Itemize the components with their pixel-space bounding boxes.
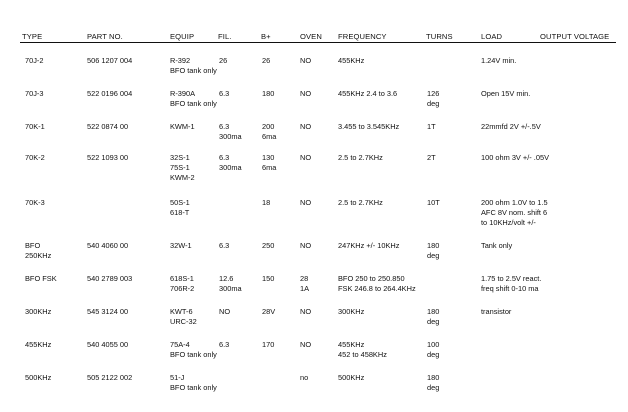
cell-oven: no (300, 373, 309, 382)
cell-fil: 26 (219, 56, 228, 65)
cell-fil: 6.3 (219, 340, 230, 349)
cell-oven: NO (300, 340, 312, 349)
cell-freq: 2.5 to 2.7KHz (338, 153, 383, 162)
cell-load: 100 ohm 3V +/- .05V (481, 153, 549, 162)
cell-freq: 500KHz (338, 373, 365, 382)
cell-type: 500KHz (25, 373, 52, 382)
cell-b: 250 (262, 241, 275, 250)
column-header: B+ (261, 32, 271, 41)
cell-b: 26 (262, 56, 271, 65)
cell-fil: 12.6 300ma (219, 274, 242, 293)
cell-load: transistor (481, 307, 512, 316)
cell-freq: 2.5 to 2.7KHz (338, 198, 383, 207)
column-header: OVEN (300, 32, 322, 41)
cell-oven: NO (300, 56, 312, 65)
cell-type: 70J-2 (25, 56, 44, 65)
cell-freq: 455KHz (338, 56, 365, 65)
cell-equip: R-392 BFO tank only (170, 56, 217, 75)
cell-part: 540 4055 00 (87, 340, 129, 349)
cell-load: 1.75 to 2.5V react. freq shift 0-10 ma (481, 274, 542, 293)
cell-turns: 100 deg (427, 340, 440, 359)
column-header: FREQUENCY (338, 32, 387, 41)
cell-part: 545 3124 00 (87, 307, 129, 316)
cell-type: BFO FSK (25, 274, 57, 283)
cell-freq: 247KHz +/- 10KHz (338, 241, 400, 250)
cell-turns: 10T (427, 198, 440, 207)
cell-oven: NO (300, 122, 312, 131)
cell-type: 70K-2 (25, 153, 45, 162)
cell-oven: NO (300, 307, 312, 316)
cell-turns: 2T (427, 153, 436, 162)
cell-type: 70J-3 (25, 89, 44, 98)
cell-freq: 455KHz 2.4 to 3.6 (338, 89, 398, 98)
cell-b: 18 (262, 198, 271, 207)
cell-b: 150 (262, 274, 275, 283)
cell-turns: 180 deg (427, 307, 440, 326)
cell-oven: 28 1A (300, 274, 310, 293)
cell-fil: 6.3 (219, 241, 230, 250)
cell-part: 540 2789 003 (87, 274, 133, 283)
cell-freq: 300KHz (338, 307, 365, 316)
cell-part: 522 0196 004 (87, 89, 133, 98)
cell-part: 505 2122 002 (87, 373, 133, 382)
cell-oven: NO (300, 241, 312, 250)
cell-part: 522 0874 00 (87, 122, 129, 131)
column-header: PART NO. (87, 32, 123, 41)
cell-load: Tank only (481, 241, 513, 250)
cell-type: 300KHz (25, 307, 52, 316)
cell-load: 200 ohm 1.0V to 1.5 AFC 8V nom. shift 6 to 10KHz/volt +/- (481, 198, 548, 227)
cell-b: 170 (262, 340, 275, 349)
cell-equip: KWM-1 (170, 122, 195, 131)
cell-type: 70K-3 (25, 198, 45, 207)
cell-equip: 32W-1 (170, 241, 192, 250)
cell-type: 455KHz (25, 340, 52, 349)
cell-type: BFO 250KHz (25, 241, 52, 260)
cell-part: 540 4060 00 (87, 241, 129, 250)
cell-equip: 51-J BFO tank only (170, 373, 217, 392)
cell-b: 180 (262, 89, 275, 98)
cell-part: 506 1207 004 (87, 56, 133, 65)
column-header: TYPE (22, 32, 43, 41)
cell-b: 130 6ma (262, 153, 277, 172)
cell-oven: NO (300, 153, 312, 162)
cell-equip: KWT-6 URC-32 (170, 307, 197, 326)
cell-load: Open 15V min. (481, 89, 531, 98)
cell-equip: 50S-1 618-T (170, 198, 190, 217)
cell-load: 1.24V min. (481, 56, 517, 65)
cell-equip: R-390A BFO tank only (170, 89, 217, 108)
column-header: LOAD (481, 32, 503, 41)
column-header: TURNS (426, 32, 453, 41)
header-rule (20, 42, 616, 43)
cell-part: 522 1093 00 (87, 153, 129, 162)
cell-equip: 618S-1 706R-2 (170, 274, 195, 293)
cell-b: 28V (262, 307, 276, 316)
cell-turns: 1T (427, 122, 436, 131)
cell-fil: 6.3 (219, 89, 230, 98)
cell-turns: 126 deg (427, 89, 440, 108)
cell-freq: 3.455 to 3.545KHz (338, 122, 400, 131)
cell-turns: 180 deg (427, 373, 440, 392)
cell-equip: 32S-1 75S-1 KWM-2 (170, 153, 195, 182)
cell-type: 70K-1 (25, 122, 45, 131)
cell-freq: BFO 250 to 250.850 FSK 246.8 to 264.4KHz (338, 274, 416, 293)
cell-turns: 180 deg (427, 241, 440, 260)
cell-oven: NO (300, 198, 312, 207)
cell-load: 22mmfd 2V +/-.5V (481, 122, 541, 131)
column-header: FIL. (218, 32, 232, 41)
cell-b: 200 6ma (262, 122, 277, 141)
column-header: OUTPUT VOLTAGE (540, 32, 610, 41)
cell-oven: NO (300, 89, 312, 98)
cell-equip: 75A-4 BFO tank only (170, 340, 217, 359)
cell-freq: 455KHz 452 to 458KHz (338, 340, 387, 359)
cell-fil: NO (219, 307, 231, 316)
cell-fil: 6.3 300ma (219, 122, 242, 141)
column-header: EQUIP (170, 32, 195, 41)
cell-fil: 6.3 300ma (219, 153, 242, 172)
